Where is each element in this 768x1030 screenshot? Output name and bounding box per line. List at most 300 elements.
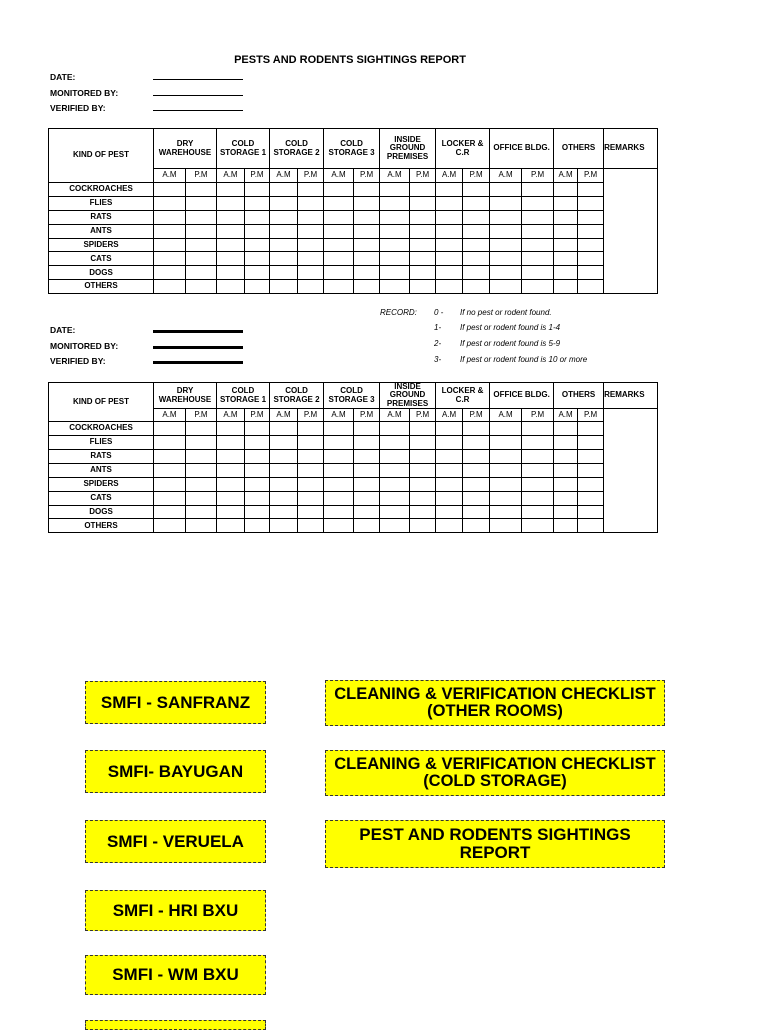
pest-name: OTHERS	[49, 519, 154, 533]
entry-cell[interactable]	[217, 252, 245, 266]
entry-cell[interactable]	[324, 224, 354, 238]
entry-cell[interactable]	[522, 183, 554, 197]
entry-cell[interactable]	[554, 422, 578, 436]
pest-name: SPIDERS	[49, 238, 154, 252]
entry-cell[interactable]	[578, 491, 604, 505]
verified-row	[50, 354, 118, 370]
entry-cell[interactable]	[245, 491, 270, 505]
entry-cell[interactable]	[217, 422, 245, 436]
entry-cell[interactable]	[380, 238, 410, 252]
entry-cell[interactable]	[354, 196, 380, 210]
entry-cell[interactable]	[490, 519, 522, 533]
entry-cell[interactable]	[270, 266, 298, 280]
entry-cell[interactable]	[217, 183, 245, 197]
entry-cell[interactable]	[324, 449, 354, 463]
entry-cell[interactable]	[463, 505, 490, 519]
entry-cell[interactable]	[298, 491, 324, 505]
entry-cell[interactable]	[245, 436, 270, 450]
entry-cell[interactable]	[270, 477, 298, 491]
entry-cell[interactable]	[554, 463, 578, 477]
entry-cell[interactable]	[245, 422, 270, 436]
entry-cell[interactable]	[154, 505, 186, 519]
entry-cell[interactable]	[463, 266, 490, 280]
entry-cell[interactable]	[270, 422, 298, 436]
entry-cell[interactable]	[436, 436, 463, 450]
entry-cell[interactable]	[522, 519, 554, 533]
verified-line[interactable]	[153, 110, 243, 111]
entry-cell[interactable]	[298, 224, 324, 238]
entry-cell[interactable]	[154, 210, 186, 224]
entry-cell[interactable]	[245, 449, 270, 463]
entry-cell[interactable]	[554, 505, 578, 519]
entry-cell[interactable]	[298, 436, 324, 450]
entry-cell[interactable]	[270, 491, 298, 505]
entry-cell[interactable]	[154, 519, 186, 533]
entry-cell[interactable]	[324, 519, 354, 533]
smfi-wm-bxu-button[interactable]: SMFI - WM BXU	[85, 955, 266, 995]
entry-cell[interactable]	[186, 196, 217, 210]
entry-cell[interactable]	[186, 477, 217, 491]
entry-cell[interactable]	[186, 449, 217, 463]
entry-cell[interactable]	[154, 183, 186, 197]
entry-cell[interactable]	[270, 519, 298, 533]
monitored-line[interactable]	[153, 95, 243, 96]
pest-table	[48, 128, 658, 294]
entry-cell[interactable]	[354, 252, 380, 266]
entry-cell[interactable]	[354, 477, 380, 491]
table-row	[49, 252, 658, 266]
entry-cell[interactable]	[298, 463, 324, 477]
entry-cell[interactable]	[410, 463, 436, 477]
entry-cell[interactable]	[578, 183, 604, 197]
entry-cell[interactable]	[245, 210, 270, 224]
entry-cell[interactable]	[490, 280, 522, 294]
entry-cell[interactable]	[324, 477, 354, 491]
entry-cell[interactable]	[324, 238, 354, 252]
entry-cell[interactable]	[245, 505, 270, 519]
entry-cell[interactable]	[578, 280, 604, 294]
entry-cell[interactable]	[410, 210, 436, 224]
entry-cell[interactable]	[522, 463, 554, 477]
entry-cell[interactable]	[463, 477, 490, 491]
entry-cell[interactable]	[380, 491, 410, 505]
entry-cell[interactable]	[217, 519, 245, 533]
entry-cell[interactable]	[270, 238, 298, 252]
entry-cell[interactable]	[554, 436, 578, 450]
entry-cell[interactable]	[354, 266, 380, 280]
entry-cell[interactable]	[380, 266, 410, 280]
entry-cell[interactable]	[354, 183, 380, 197]
pm-subheader: P.M	[578, 169, 604, 183]
entry-cell[interactable]	[522, 491, 554, 505]
entry-cell[interactable]	[522, 238, 554, 252]
entry-cell[interactable]	[154, 196, 186, 210]
pest-name: CATS	[49, 252, 154, 266]
entry-cell[interactable]	[245, 477, 270, 491]
entry-cell[interactable]	[217, 491, 245, 505]
entry-cell[interactable]	[578, 449, 604, 463]
entry-cell[interactable]	[554, 491, 578, 505]
entry-cell[interactable]	[578, 210, 604, 224]
entry-cell[interactable]	[436, 519, 463, 533]
entry-cell[interactable]	[554, 266, 578, 280]
entry-cell[interactable]	[324, 505, 354, 519]
entry-cell[interactable]	[463, 183, 490, 197]
entry-cell[interactable]	[245, 224, 270, 238]
entry-cell[interactable]	[578, 463, 604, 477]
entry-cell[interactable]	[578, 266, 604, 280]
entry-cell[interactable]	[186, 280, 217, 294]
entry-cell[interactable]	[186, 519, 217, 533]
entry-cell[interactable]	[578, 238, 604, 252]
entry-cell[interactable]	[490, 463, 522, 477]
entry-cell[interactable]	[154, 238, 186, 252]
date-line[interactable]	[153, 330, 243, 333]
entry-cell[interactable]	[154, 266, 186, 280]
entry-cell[interactable]	[186, 422, 217, 436]
entry-cell[interactable]	[380, 210, 410, 224]
entry-cell[interactable]	[490, 266, 522, 280]
entry-cell[interactable]	[490, 436, 522, 450]
pest-name: CATS	[49, 491, 154, 505]
entry-cell[interactable]	[463, 224, 490, 238]
table-row	[49, 436, 658, 450]
entry-cell[interactable]	[490, 224, 522, 238]
entry-cell[interactable]	[324, 196, 354, 210]
entry-cell[interactable]	[554, 210, 578, 224]
entry-cell[interactable]	[245, 463, 270, 477]
entry-cell[interactable]	[324, 266, 354, 280]
pm-subheader: P.M	[522, 169, 554, 183]
entry-cell[interactable]	[298, 280, 324, 294]
entry-cell[interactable]	[186, 183, 217, 197]
entry-cell[interactable]	[380, 224, 410, 238]
entry-cell[interactable]	[463, 463, 490, 477]
entry-cell[interactable]	[463, 196, 490, 210]
entry-cell[interactable]	[522, 224, 554, 238]
checklist-other-rooms-button[interactable]: CLEANING & VERIFICATION CHECKLIST (OTHER ROOMS)	[325, 680, 665, 726]
entry-cell[interactable]	[154, 422, 186, 436]
entry-cell[interactable]	[217, 224, 245, 238]
entry-cell[interactable]	[270, 449, 298, 463]
entry-cell[interactable]	[354, 210, 380, 224]
entry-cell[interactable]	[380, 183, 410, 197]
entry-cell[interactable]	[245, 183, 270, 197]
entry-cell[interactable]	[354, 491, 380, 505]
entry-cell[interactable]	[270, 505, 298, 519]
entry-cell[interactable]	[298, 196, 324, 210]
entry-cell[interactable]	[578, 422, 604, 436]
entry-cell[interactable]	[186, 238, 217, 252]
entry-cell[interactable]	[522, 449, 554, 463]
entry-cell[interactable]	[436, 224, 463, 238]
entry-cell[interactable]	[490, 422, 522, 436]
am-subheader: A.M	[380, 169, 410, 183]
entry-cell[interactable]	[354, 238, 380, 252]
entry-cell[interactable]	[522, 477, 554, 491]
entry-cell[interactable]	[578, 436, 604, 450]
entry-cell[interactable]	[380, 422, 410, 436]
entry-cell[interactable]	[154, 252, 186, 266]
entry-cell[interactable]	[490, 505, 522, 519]
remarks-cell[interactable]	[604, 409, 658, 533]
entry-cell[interactable]	[410, 505, 436, 519]
smfi-sanfranz-button[interactable]: SMFI - SANFRANZ	[85, 681, 266, 724]
entry-cell[interactable]	[324, 252, 354, 266]
entry-cell[interactable]	[463, 210, 490, 224]
entry-cell[interactable]	[436, 252, 463, 266]
entry-cell[interactable]	[217, 210, 245, 224]
entry-cell[interactable]	[436, 449, 463, 463]
entry-cell[interactable]	[380, 505, 410, 519]
monitored-line[interactable]	[153, 346, 243, 349]
entry-cell[interactable]	[154, 224, 186, 238]
table-row	[49, 477, 658, 491]
entry-cell[interactable]	[245, 238, 270, 252]
verified-label: VERIFIED BY:	[50, 356, 106, 366]
entry-cell[interactable]	[410, 252, 436, 266]
entry-cell[interactable]	[490, 491, 522, 505]
entry-cell[interactable]	[554, 477, 578, 491]
entry-cell[interactable]	[270, 196, 298, 210]
entry-cell[interactable]	[186, 436, 217, 450]
entry-cell[interactable]	[410, 196, 436, 210]
entry-cell[interactable]	[186, 210, 217, 224]
entry-cell[interactable]	[490, 477, 522, 491]
entry-cell[interactable]	[522, 210, 554, 224]
entry-cell[interactable]	[463, 238, 490, 252]
entry-cell[interactable]	[154, 449, 186, 463]
entry-cell[interactable]	[298, 183, 324, 197]
entry-cell[interactable]	[410, 280, 436, 294]
entry-cell[interactable]	[245, 266, 270, 280]
entry-cell[interactable]	[324, 183, 354, 197]
entry-cell[interactable]	[217, 463, 245, 477]
entry-cell[interactable]	[554, 252, 578, 266]
entry-cell[interactable]	[380, 436, 410, 450]
entry-cell[interactable]	[522, 280, 554, 294]
entry-cell[interactable]	[410, 266, 436, 280]
date-label: DATE:	[50, 72, 76, 82]
entry-cell[interactable]	[354, 449, 380, 463]
entry-cell[interactable]	[270, 252, 298, 266]
entry-cell[interactable]	[578, 519, 604, 533]
entry-cell[interactable]	[217, 505, 245, 519]
entry-cell[interactable]	[522, 505, 554, 519]
entry-cell[interactable]	[554, 449, 578, 463]
verified-line[interactable]	[153, 361, 243, 364]
entry-cell[interactable]	[380, 252, 410, 266]
entry-cell[interactable]	[324, 436, 354, 450]
entry-cell[interactable]	[186, 252, 217, 266]
entry-cell[interactable]	[463, 252, 490, 266]
entry-cell[interactable]	[554, 196, 578, 210]
entry-cell[interactable]	[522, 436, 554, 450]
entry-cell[interactable]	[522, 266, 554, 280]
kind-of-pest-header: KIND OF PEST	[49, 129, 154, 183]
entry-cell[interactable]	[245, 519, 270, 533]
entry-cell[interactable]	[436, 463, 463, 477]
entry-cell[interactable]	[354, 280, 380, 294]
entry-cell[interactable]	[324, 280, 354, 294]
pest-name: FLIES	[49, 196, 154, 210]
entry-cell[interactable]	[554, 238, 578, 252]
entry-cell[interactable]	[270, 436, 298, 450]
entry-cell[interactable]	[298, 449, 324, 463]
entry-cell[interactable]	[436, 183, 463, 197]
entry-cell[interactable]	[490, 252, 522, 266]
entry-cell[interactable]	[436, 422, 463, 436]
entry-cell[interactable]	[554, 183, 578, 197]
entry-cell[interactable]	[380, 280, 410, 294]
entry-cell[interactable]	[245, 252, 270, 266]
entry-cell[interactable]	[463, 422, 490, 436]
entry-cell[interactable]	[354, 463, 380, 477]
entry-cell[interactable]	[436, 477, 463, 491]
entry-cell[interactable]	[154, 436, 186, 450]
entry-cell[interactable]	[554, 280, 578, 294]
entry-cell[interactable]	[354, 422, 380, 436]
table-row	[49, 422, 658, 436]
entry-cell[interactable]	[463, 280, 490, 294]
entry-cell[interactable]	[270, 463, 298, 477]
entry-cell[interactable]	[298, 422, 324, 436]
entry-cell[interactable]	[490, 183, 522, 197]
entry-cell[interactable]	[463, 436, 490, 450]
entry-cell[interactable]	[490, 210, 522, 224]
entry-cell[interactable]	[410, 224, 436, 238]
entry-cell[interactable]	[554, 519, 578, 533]
entry-cell[interactable]	[410, 238, 436, 252]
record-text-1: If pest or rodent found is 1-4	[460, 323, 561, 332]
area-header: LOCKER & C.R	[436, 383, 490, 409]
entry-cell[interactable]	[298, 266, 324, 280]
table-row	[49, 224, 658, 238]
entry-cell[interactable]	[522, 252, 554, 266]
entry-cell[interactable]	[522, 422, 554, 436]
entry-cell[interactable]	[154, 477, 186, 491]
entry-cell[interactable]	[380, 449, 410, 463]
entry-cell[interactable]	[270, 210, 298, 224]
entry-cell[interactable]	[380, 196, 410, 210]
entry-cell[interactable]	[245, 280, 270, 294]
entry-cell[interactable]	[217, 196, 245, 210]
entry-cell[interactable]	[463, 519, 490, 533]
date-line[interactable]	[153, 79, 243, 80]
entry-cell[interactable]	[436, 491, 463, 505]
entry-cell[interactable]	[578, 505, 604, 519]
entry-cell[interactable]	[380, 477, 410, 491]
entry-cell[interactable]	[410, 449, 436, 463]
entry-cell[interactable]	[436, 238, 463, 252]
entry-cell[interactable]	[463, 449, 490, 463]
entry-cell[interactable]	[298, 477, 324, 491]
entry-cell[interactable]	[186, 224, 217, 238]
entry-cell[interactable]	[354, 505, 380, 519]
entry-cell[interactable]	[154, 491, 186, 505]
smfi-bayugan-button[interactable]: SMFI- BAYUGAN	[85, 750, 266, 793]
smfi-hri-bxu-button[interactable]: SMFI - HRI BXU	[85, 890, 266, 931]
entry-cell[interactable]	[354, 519, 380, 533]
entry-cell[interactable]	[490, 449, 522, 463]
entry-cell[interactable]	[186, 505, 217, 519]
entry-cell[interactable]	[578, 196, 604, 210]
entry-cell[interactable]	[324, 210, 354, 224]
entry-cell[interactable]	[354, 224, 380, 238]
entry-cell[interactable]	[490, 196, 522, 210]
entry-cell[interactable]	[410, 491, 436, 505]
entry-cell[interactable]	[578, 252, 604, 266]
entry-cell[interactable]	[410, 183, 436, 197]
entry-cell[interactable]	[217, 280, 245, 294]
entry-cell[interactable]	[578, 477, 604, 491]
pest-report-button[interactable]: PEST AND RODENTS SIGHTINGS REPORT	[325, 820, 665, 868]
entry-cell[interactable]	[522, 196, 554, 210]
entry-cell[interactable]	[217, 238, 245, 252]
entry-cell[interactable]	[245, 196, 270, 210]
entry-cell[interactable]	[380, 463, 410, 477]
entry-cell[interactable]	[217, 449, 245, 463]
area-header: LOCKER & C.R	[436, 129, 490, 169]
entry-cell[interactable]	[324, 491, 354, 505]
area-header: COLD STORAGE 2	[270, 129, 324, 169]
partial-button[interactable]	[85, 1020, 266, 1030]
entry-cell[interactable]	[217, 436, 245, 450]
entry-cell[interactable]	[463, 491, 490, 505]
entry-cell[interactable]	[154, 280, 186, 294]
entry-cell[interactable]	[270, 224, 298, 238]
entry-cell[interactable]	[436, 280, 463, 294]
smfi-veruela-button[interactable]: SMFI - VERUELA	[85, 820, 266, 863]
entry-cell[interactable]	[324, 463, 354, 477]
pm-subheader: P.M	[298, 169, 324, 183]
entry-cell[interactable]	[490, 238, 522, 252]
entry-cell[interactable]	[298, 210, 324, 224]
entry-cell[interactable]	[186, 491, 217, 505]
entry-cell[interactable]	[380, 519, 410, 533]
entry-cell[interactable]	[154, 463, 186, 477]
entry-cell[interactable]	[410, 477, 436, 491]
entry-cell[interactable]	[298, 238, 324, 252]
entry-cell[interactable]	[578, 224, 604, 238]
entry-cell[interactable]	[410, 422, 436, 436]
remarks-cell[interactable]	[604, 169, 658, 294]
entry-cell[interactable]	[436, 505, 463, 519]
entry-cell[interactable]	[436, 210, 463, 224]
entry-cell[interactable]	[410, 436, 436, 450]
entry-cell[interactable]	[436, 196, 463, 210]
kind-of-pest-header: KIND OF PEST	[49, 383, 154, 422]
entry-cell[interactable]	[186, 266, 217, 280]
entry-cell[interactable]	[217, 266, 245, 280]
entry-cell[interactable]	[436, 266, 463, 280]
entry-cell[interactable]	[186, 463, 217, 477]
entry-cell[interactable]	[354, 436, 380, 450]
date-row	[50, 323, 118, 339]
entry-cell[interactable]	[270, 280, 298, 294]
entry-cell[interactable]	[298, 519, 324, 533]
entry-cell[interactable]	[298, 252, 324, 266]
entry-cell[interactable]	[270, 183, 298, 197]
checklist-cold-storage-button[interactable]: CLEANING & VERIFICATION CHECKLIST (COLD STORAGE)	[325, 750, 665, 796]
entry-cell[interactable]	[554, 224, 578, 238]
entry-cell[interactable]	[217, 477, 245, 491]
pm-subheader: P.M	[245, 169, 270, 183]
entry-cell[interactable]	[410, 519, 436, 533]
entry-cell[interactable]	[324, 422, 354, 436]
pest-name: COCKROACHES	[49, 422, 154, 436]
entry-cell[interactable]	[298, 505, 324, 519]
